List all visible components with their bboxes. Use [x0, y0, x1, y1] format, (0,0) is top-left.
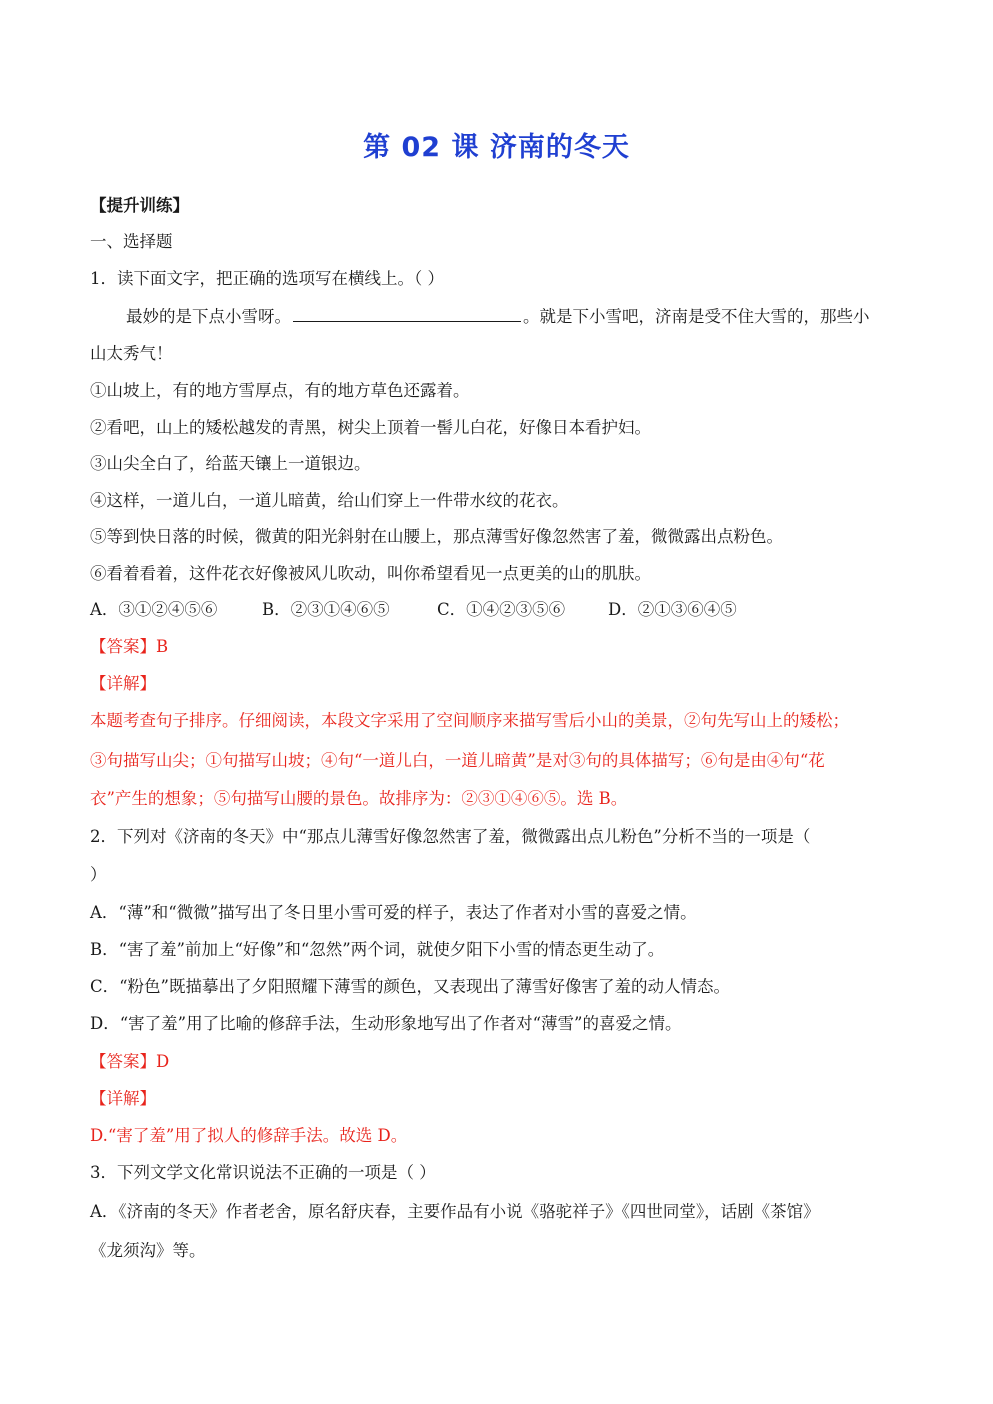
q1-sentence-4: ④这样，一道儿白，一道儿暗黄，给山们穿上一件带水纹的花衣。 [90, 491, 569, 510]
q2-detail-label: 【详解】 [90, 1089, 156, 1108]
q1-passage-part1: 最妙的是下点小雪呀。 [126, 307, 291, 326]
q1-option-b: B．②③①④⑥⑤ [262, 600, 390, 619]
q1-detail-line1: 本题考查句子排序。仔细阅读，本段文字采用了空间顺序来描写雪后小山的美景，②句先写山上的矮松； [90, 711, 849, 730]
q2-answer: 【答案】D [90, 1052, 170, 1071]
q2-option-c: C．“粉色”既描摹出了夕阳照耀下薄雪的颜色，又表现出了薄雪好像害了羞的动人情态。 [90, 977, 730, 996]
q2-option-b: B．“害了羞”前加上“好像”和“忽然”两个词，就使夕阳下小雪的情态更生动了。 [90, 940, 665, 959]
q2-option-d: D．“害了羞”用了比喻的修辞手法，生动形象地写出了作者对“薄雪”的喜爱之情。 [90, 1014, 682, 1033]
q1-option-a: A．③①②④⑤⑥ [90, 600, 218, 619]
q1-detail-label: 【详解】 [90, 674, 156, 693]
q1-detail-line3: 衣”产生的想象；⑤句描写山腰的景色。故排序为：②③①④⑥⑤。选 B。 [90, 789, 628, 808]
q1-sentence-6: ⑥看着看着，这件花衣好像被风儿吹动，叫你希望看见一点更美的山的肌肤。 [90, 564, 651, 583]
q2-detail-line1: D.“害了羞”用了拟人的修辞手法。故选 D。 [90, 1126, 408, 1145]
q3-option-a-line2: 《龙须沟》等。 [90, 1241, 206, 1260]
q1-passage-line1 [126, 305, 870, 328]
q1-sentence-2: ②看吧，山上的矮松越发的青黑，树尖上顶着一髻儿白花，好像日本看护妇。 [90, 418, 651, 437]
page-title: 第 02 课 济南的冬天 [363, 132, 630, 163]
q1-detail-line2: ③句描写山尖；①句描写山坡；④句“一道儿白，一道儿暗黄”是对③句的具体描写；⑥句是由④句“花 [90, 751, 825, 770]
q2-option-a: A．“薄”和“微微”描写出了冬日里小雪可爱的样子，表达了作者对小雪的喜爱之情。 [90, 903, 697, 922]
q2-stem: 2．下列对《济南的冬天》中“那点儿薄雪好像忽然害了羞，微微露出点儿粉色”分析不当的一项是（ [90, 827, 811, 846]
q3-stem: 3．下列文学文化常识说法不正确的一项是（ ） [90, 1163, 436, 1182]
answer-blank [293, 305, 521, 322]
q1-passage-part2: 。就是下小雪吧，济南是受不住大雪的，那些小 [523, 307, 870, 326]
q1-passage-part3: 山太秀气！ [90, 344, 173, 363]
q1-option-c: C．①④②③⑤⑥ [437, 600, 566, 619]
q1-option-d: D．②①③⑥④⑤ [608, 600, 737, 619]
q1-sentence-3: ③山尖全白了，给蓝天镶上一道银边。 [90, 454, 371, 473]
part-heading: 一、选择题 [90, 232, 173, 251]
q3-option-a-line1: A．《济南的冬天》作者老舍，原名舒庆春，主要作品有小说《骆驼祥子》《四世同堂》，话剧《茶馆》 [90, 1202, 820, 1221]
q1-stem: 1．读下面文字，把正确的选项写在横线上。（ ） [90, 269, 444, 288]
q1-sentence-5: ⑤等到快日落的时候，微黄的阳光斜射在山腰上，那点薄雪好像忽然害了羞，微微露出点粉色。 [90, 527, 783, 546]
q1-sentence-1: ①山坡上，有的地方雪厚点，有的地方草色还露着。 [90, 381, 470, 400]
q2-stem-close: ） [90, 865, 107, 884]
q1-answer: 【答案】B [90, 637, 169, 656]
section-label: 【提升训练】 [90, 196, 189, 215]
